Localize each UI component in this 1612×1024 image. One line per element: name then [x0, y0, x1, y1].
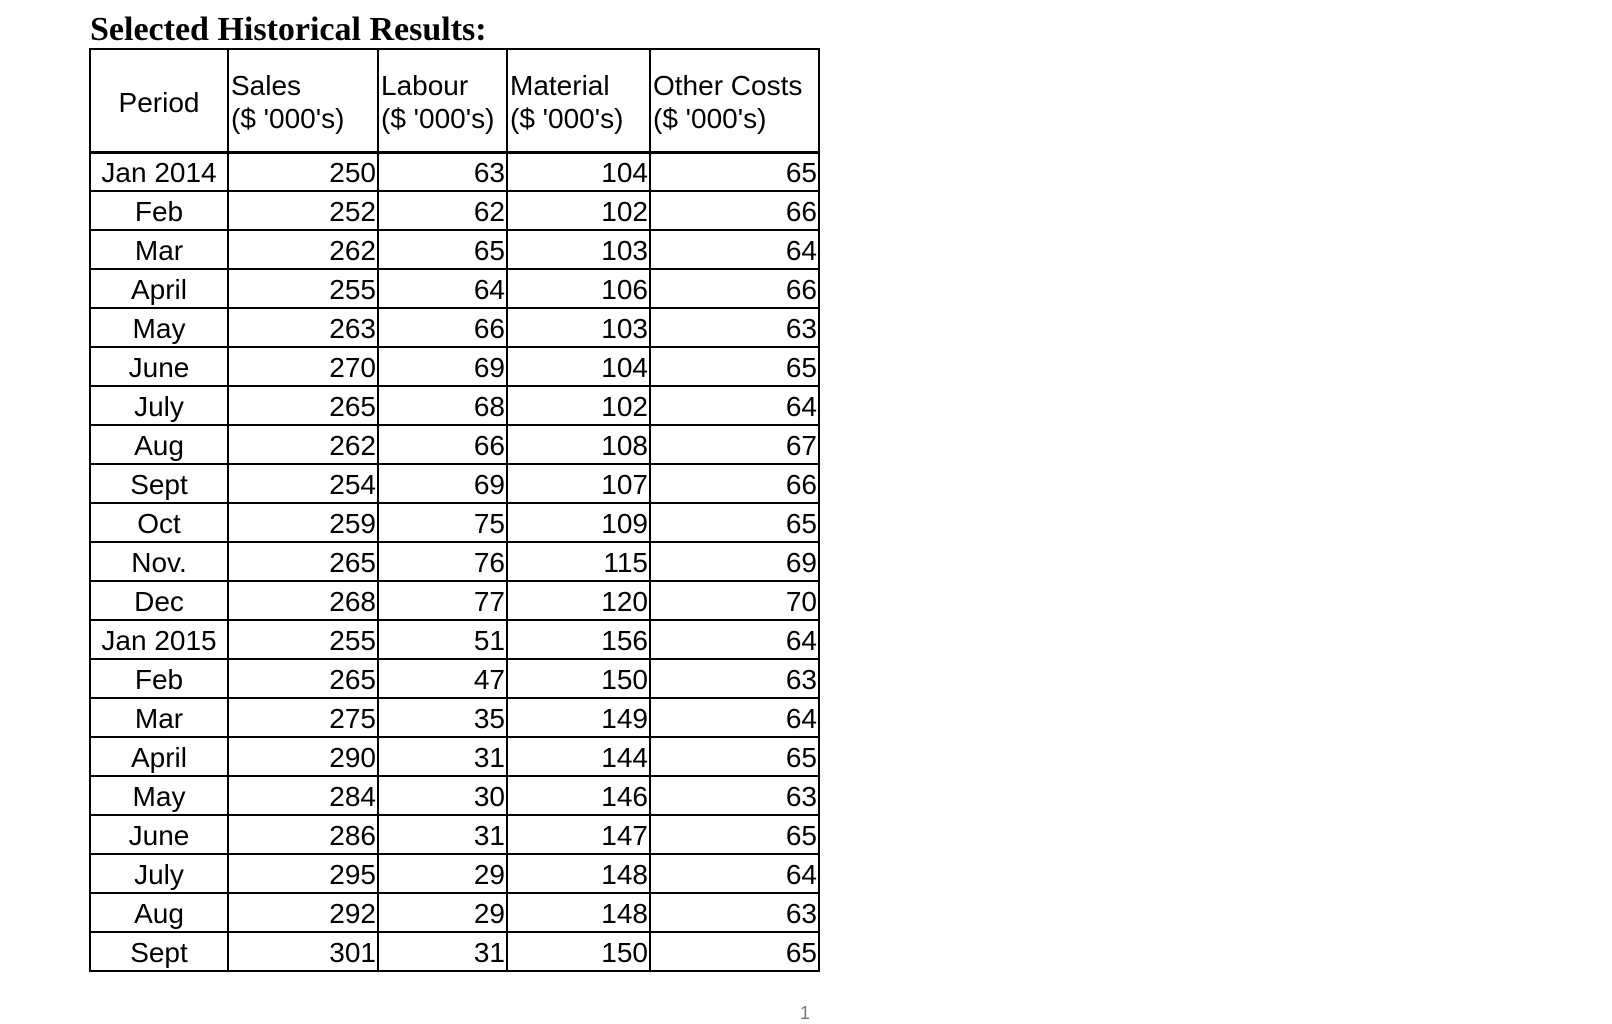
- sales-cell: 286: [228, 815, 378, 854]
- labour-header-unit: ($ '000's): [381, 103, 495, 135]
- other-costs-cell: 63: [650, 893, 819, 932]
- sales-cell: 254: [228, 464, 378, 503]
- table-row: [90, 659, 819, 698]
- other-costs-cell: 63: [650, 776, 819, 815]
- sales-cell: 263: [228, 308, 378, 347]
- table-row: [90, 230, 819, 269]
- sales-header: [228, 49, 378, 152]
- labour-cell: 47: [378, 659, 507, 698]
- material-cell: 120: [507, 581, 650, 620]
- sales-cell: 252: [228, 191, 378, 230]
- other-costs-cell: 65: [650, 503, 819, 542]
- sales-cell: 259: [228, 503, 378, 542]
- period-cell: April: [90, 269, 228, 308]
- material-cell: 108: [507, 425, 650, 464]
- table-row: [90, 776, 819, 815]
- material-cell: 102: [507, 386, 650, 425]
- material-cell: 107: [507, 464, 650, 503]
- period-cell: Mar: [90, 698, 228, 737]
- sales-header-label: Sales: [231, 70, 302, 102]
- material-cell: 102: [507, 191, 650, 230]
- other-costs-header-unit: ($ '000's): [653, 103, 767, 135]
- labour-cell: 35: [378, 698, 507, 737]
- period-cell: Sept: [90, 932, 228, 971]
- sales-cell: 270: [228, 347, 378, 386]
- material-header-unit: ($ '000's): [510, 103, 624, 135]
- other-costs-cell: 64: [650, 698, 819, 737]
- period-cell: Jan 2014: [90, 152, 228, 191]
- other-costs-cell: 66: [650, 269, 819, 308]
- material-cell: 147: [507, 815, 650, 854]
- sales-header-unit: ($ '000's): [231, 103, 345, 135]
- table-row: [90, 893, 819, 932]
- period-cell: Feb: [90, 191, 228, 230]
- sales-cell: 255: [228, 620, 378, 659]
- labour-cell: 66: [378, 308, 507, 347]
- labour-cell: 76: [378, 542, 507, 581]
- other-costs-cell: 66: [650, 464, 819, 503]
- sales-cell: 265: [228, 659, 378, 698]
- labour-cell: 29: [378, 854, 507, 893]
- labour-cell: 31: [378, 932, 507, 971]
- period-cell: Nov.: [90, 542, 228, 581]
- other-costs-header-label: Other Costs: [653, 70, 803, 102]
- period-cell: June: [90, 815, 228, 854]
- table-row: [90, 464, 819, 503]
- other-costs-cell: 69: [650, 542, 819, 581]
- labour-cell: 75: [378, 503, 507, 542]
- material-header: [507, 49, 650, 152]
- other-costs-cell: 64: [650, 854, 819, 893]
- sales-cell: 250: [228, 152, 378, 191]
- other-costs-cell: 67: [650, 425, 819, 464]
- table-row: [90, 347, 819, 386]
- table-row: [90, 269, 819, 308]
- sales-cell: 265: [228, 542, 378, 581]
- period-cell: Oct: [90, 503, 228, 542]
- material-cell: 104: [507, 347, 650, 386]
- table-header: [90, 49, 819, 152]
- other-costs-cell: 64: [650, 620, 819, 659]
- labour-header-label: Labour: [381, 70, 469, 102]
- period-cell: Jan 2015: [90, 620, 228, 659]
- other-costs-cell: 64: [650, 230, 819, 269]
- material-cell: 150: [507, 659, 650, 698]
- sales-cell: 290: [228, 737, 378, 776]
- labour-cell: 65: [378, 230, 507, 269]
- period-cell: May: [90, 776, 228, 815]
- document-title: Selected Historical Results:: [90, 11, 487, 48]
- table-row: [90, 698, 819, 737]
- table-row: [90, 737, 819, 776]
- labour-cell: 69: [378, 347, 507, 386]
- sales-cell: 262: [228, 230, 378, 269]
- labour-cell: 30: [378, 776, 507, 815]
- period-cell: May: [90, 308, 228, 347]
- period-cell: July: [90, 386, 228, 425]
- historical-results-table: [89, 48, 820, 972]
- sales-cell: 295: [228, 854, 378, 893]
- labour-cell: 31: [378, 737, 507, 776]
- page-number: 1: [800, 1003, 811, 1023]
- other-costs-cell: 63: [650, 308, 819, 347]
- labour-cell: 31: [378, 815, 507, 854]
- period-cell: Aug: [90, 893, 228, 932]
- table-row: [90, 854, 819, 893]
- table-row: [90, 191, 819, 230]
- table-row: [90, 542, 819, 581]
- other-costs-cell: 64: [650, 386, 819, 425]
- header-row: [90, 49, 819, 152]
- table-row: [90, 425, 819, 464]
- labour-cell: 64: [378, 269, 507, 308]
- material-cell: 148: [507, 854, 650, 893]
- material-header-label: Material: [510, 70, 610, 102]
- labour-cell: 68: [378, 386, 507, 425]
- sales-cell: 262: [228, 425, 378, 464]
- period-cell: July: [90, 854, 228, 893]
- other-costs-cell: 63: [650, 659, 819, 698]
- material-cell: 146: [507, 776, 650, 815]
- material-cell: 103: [507, 308, 650, 347]
- table-row: [90, 503, 819, 542]
- material-cell: 103: [507, 230, 650, 269]
- sales-cell: 292: [228, 893, 378, 932]
- material-cell: 104: [507, 152, 650, 191]
- material-cell: 144: [507, 737, 650, 776]
- period-cell: Feb: [90, 659, 228, 698]
- labour-cell: 62: [378, 191, 507, 230]
- period-cell: April: [90, 737, 228, 776]
- material-cell: 106: [507, 269, 650, 308]
- labour-header: [378, 49, 507, 152]
- period-cell: June: [90, 347, 228, 386]
- material-cell: 156: [507, 620, 650, 659]
- material-cell: 148: [507, 893, 650, 932]
- sales-cell: 275: [228, 698, 378, 737]
- table-body: [90, 152, 819, 971]
- material-cell: 149: [507, 698, 650, 737]
- other-costs-cell: 66: [650, 191, 819, 230]
- sales-cell: 301: [228, 932, 378, 971]
- labour-cell: 51: [378, 620, 507, 659]
- labour-cell: 29: [378, 893, 507, 932]
- sales-cell: 268: [228, 581, 378, 620]
- other-costs-cell: 65: [650, 347, 819, 386]
- labour-cell: 69: [378, 464, 507, 503]
- other-costs-header: [650, 49, 819, 152]
- table-row: [90, 815, 819, 854]
- table-row: [90, 932, 819, 971]
- table-row: [90, 386, 819, 425]
- period-header: Period: [90, 49, 228, 152]
- period-cell: Dec: [90, 581, 228, 620]
- material-cell: 109: [507, 503, 650, 542]
- sales-cell: 284: [228, 776, 378, 815]
- labour-cell: 77: [378, 581, 507, 620]
- period-cell: Aug: [90, 425, 228, 464]
- table-row: [90, 620, 819, 659]
- sales-cell: 255: [228, 269, 378, 308]
- table-row: [90, 308, 819, 347]
- other-costs-cell: 65: [650, 737, 819, 776]
- material-cell: 115: [507, 542, 650, 581]
- table-row: [90, 581, 819, 620]
- other-costs-cell: 65: [650, 815, 819, 854]
- table-row: [90, 152, 819, 191]
- period-cell: Mar: [90, 230, 228, 269]
- period-cell: Sept: [90, 464, 228, 503]
- sales-cell: 265: [228, 386, 378, 425]
- other-costs-cell: 70: [650, 581, 819, 620]
- other-costs-cell: 65: [650, 152, 819, 191]
- other-costs-cell: 65: [650, 932, 819, 971]
- labour-cell: 66: [378, 425, 507, 464]
- labour-cell: 63: [378, 152, 507, 191]
- material-cell: 150: [507, 932, 650, 971]
